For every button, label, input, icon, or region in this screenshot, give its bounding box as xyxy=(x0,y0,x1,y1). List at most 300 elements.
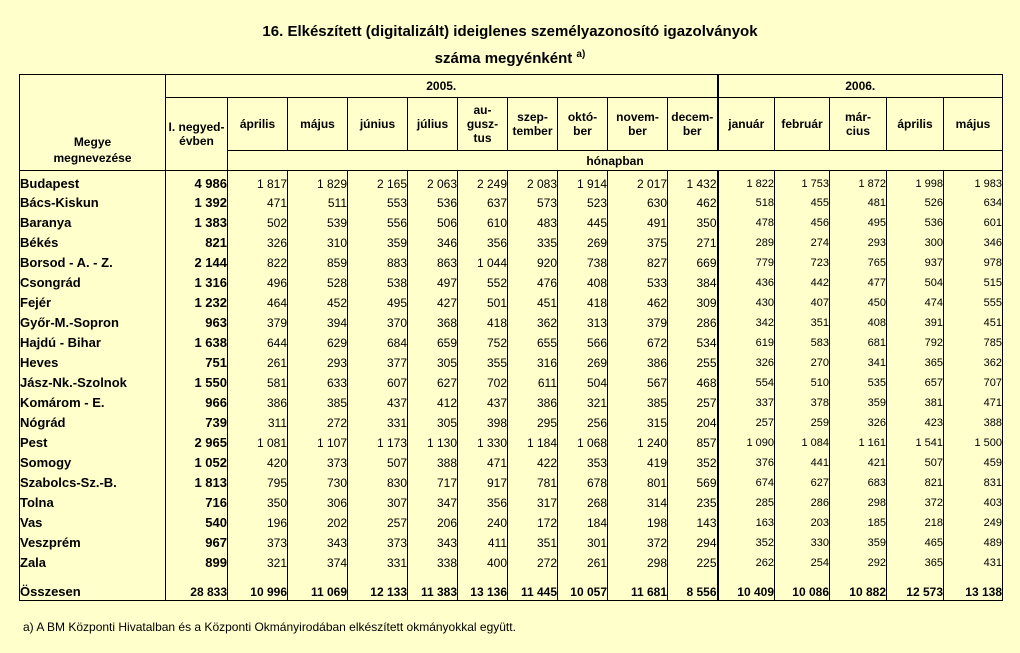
month-value-cell: 10 086 xyxy=(775,573,830,601)
month-value-cell: 583 xyxy=(775,333,830,353)
month-value-cell: 431 xyxy=(944,553,1003,573)
month-value-cell: 306 xyxy=(288,493,348,513)
month-value-cell: 937 xyxy=(887,253,944,273)
month-value-cell: 779 xyxy=(718,253,775,273)
month-value-cell: 196 xyxy=(228,513,288,533)
month-value-cell: 309 xyxy=(668,293,718,313)
month-value-cell: 669 xyxy=(668,253,718,273)
month-value-cell: 1 330 xyxy=(458,433,508,453)
month-value-cell: 920 xyxy=(508,253,558,273)
month-value-cell: 338 xyxy=(408,553,458,573)
q1-value-cell: 4 986 xyxy=(166,171,228,193)
month-value-cell: 619 xyxy=(718,333,775,353)
total-row xyxy=(20,573,1003,601)
q1-value-cell: 751 xyxy=(166,353,228,373)
month-value-cell: 637 xyxy=(458,193,508,213)
q1-value-cell: 1 638 xyxy=(166,333,228,353)
month-value-cell: 717 xyxy=(408,473,458,493)
month-value-cell: 581 xyxy=(228,373,288,393)
month-value-cell: 355 xyxy=(458,353,508,373)
month-value-cell: 555 xyxy=(944,293,1003,313)
month-value-cell: 452 xyxy=(288,293,348,313)
month-value-cell: 427 xyxy=(408,293,458,313)
month-value-cell: 471 xyxy=(228,193,288,213)
month-value-cell: 408 xyxy=(830,313,887,333)
month-value-cell: 257 xyxy=(348,513,408,533)
month-header-2006: május xyxy=(944,98,1003,151)
month-value-cell: 1 240 xyxy=(608,433,668,453)
month-value-cell: 418 xyxy=(558,293,608,313)
month-value-cell: 474 xyxy=(887,293,944,313)
month-value-cell: 381 xyxy=(887,393,944,413)
month-value-cell: 523 xyxy=(558,193,608,213)
month-value-cell: 491 xyxy=(608,213,668,233)
data-table xyxy=(19,74,1003,601)
month-value-cell: 978 xyxy=(944,253,1003,273)
month-value-cell: 1 107 xyxy=(288,433,348,453)
month-value-cell: 257 xyxy=(668,393,718,413)
month-value-cell: 249 xyxy=(944,513,1003,533)
month-value-cell: 321 xyxy=(228,553,288,573)
month-value-cell: 12 133 xyxy=(348,573,408,601)
month-value-cell: 601 xyxy=(944,213,1003,233)
month-value-cell: 359 xyxy=(830,533,887,553)
month-header-2006: április xyxy=(887,98,944,151)
month-value-cell: 681 xyxy=(830,333,887,353)
month-value-cell: 1 541 xyxy=(887,433,944,453)
unit-header: hónapban xyxy=(228,151,1003,171)
month-value-cell: 391 xyxy=(887,313,944,333)
q1-value-cell: 1 232 xyxy=(166,293,228,313)
month-value-cell: 326 xyxy=(830,413,887,433)
q1-value-cell: 739 xyxy=(166,413,228,433)
month-value-cell: 2 017 xyxy=(608,171,668,193)
month-value-cell: 566 xyxy=(558,333,608,353)
month-value-cell: 143 xyxy=(668,513,718,533)
table-row xyxy=(20,393,1003,413)
month-value-cell: 11 681 xyxy=(608,573,668,601)
month-value-cell: 412 xyxy=(408,393,458,413)
table-row xyxy=(20,413,1003,433)
month-value-cell: 464 xyxy=(228,293,288,313)
month-value-cell: 765 xyxy=(830,253,887,273)
month-value-cell: 2 249 xyxy=(458,171,508,193)
month-value-cell: 495 xyxy=(348,293,408,313)
month-value-cell: 294 xyxy=(668,533,718,553)
county-name: Fejér xyxy=(20,293,166,313)
county-name: Baranya xyxy=(20,213,166,233)
title-footnote-marker: a) xyxy=(576,49,586,60)
month-value-cell: 13 138 xyxy=(944,573,1003,601)
month-value-cell: 1 983 xyxy=(944,171,1003,193)
month-value-cell: 857 xyxy=(668,433,718,453)
month-value-cell: 418 xyxy=(458,313,508,333)
table-row xyxy=(20,333,1003,353)
county-name: Borsod - A. - Z. xyxy=(20,253,166,273)
month-value-cell: 10 882 xyxy=(830,573,887,601)
month-value-cell: 511 xyxy=(288,193,348,213)
month-value-cell: 822 xyxy=(228,253,288,273)
month-value-cell: 310 xyxy=(288,233,348,253)
month-value-cell: 408 xyxy=(558,273,608,293)
month-value-cell: 507 xyxy=(887,453,944,473)
county-name: Pest xyxy=(20,433,166,453)
month-value-cell: 504 xyxy=(887,273,944,293)
month-value-cell: 386 xyxy=(228,393,288,413)
month-value-cell: 305 xyxy=(408,413,458,433)
month-value-cell: 573 xyxy=(508,193,558,213)
title-line-2: száma megyénként $^{a)}$ xyxy=(434,49,586,67)
table-row xyxy=(20,373,1003,393)
month-value-cell: 400 xyxy=(458,553,508,573)
month-value-cell: 489 xyxy=(944,533,1003,553)
month-value-cell: 272 xyxy=(508,553,558,573)
month-value-cell: 1 090 xyxy=(718,433,775,453)
month-value-cell: 442 xyxy=(775,273,830,293)
month-value-cell: 630 xyxy=(608,193,668,213)
month-value-cell: 298 xyxy=(830,493,887,513)
month-value-cell: 863 xyxy=(408,253,458,273)
month-value-cell: 518 xyxy=(718,193,775,213)
month-value-cell: 316 xyxy=(508,353,558,373)
month-value-cell: 285 xyxy=(718,493,775,513)
month-value-cell: 419 xyxy=(608,453,668,473)
month-value-cell: 374 xyxy=(288,553,348,573)
month-value-cell: 307 xyxy=(348,493,408,513)
q1-value-cell: 899 xyxy=(166,553,228,573)
month-value-cell: 465 xyxy=(887,533,944,553)
month-value-cell: 471 xyxy=(458,453,508,473)
month-value-cell: 536 xyxy=(887,213,944,233)
month-value-cell: 379 xyxy=(608,313,668,333)
month-value-cell: 317 xyxy=(508,493,558,513)
month-value-cell: 481 xyxy=(830,193,887,213)
table-row xyxy=(20,433,1003,453)
month-value-cell: 674 xyxy=(718,473,775,493)
month-value-cell: 311 xyxy=(228,413,288,433)
month-header-2005: decem- ber xyxy=(668,98,718,151)
table-row xyxy=(20,353,1003,373)
month-header-2005: április xyxy=(228,98,288,151)
month-value-cell: 254 xyxy=(775,553,830,573)
month-value-cell: 218 xyxy=(887,513,944,533)
table-row xyxy=(20,453,1003,473)
month-value-cell: 184 xyxy=(558,513,608,533)
q1-value-cell: 540 xyxy=(166,513,228,533)
county-name: Somogy xyxy=(20,453,166,473)
month-value-cell: 830 xyxy=(348,473,408,493)
q1-value-cell: 28 833 xyxy=(166,573,228,601)
month-header-2005: au- gusz- tus xyxy=(458,98,508,151)
month-value-cell: 386 xyxy=(608,353,668,373)
month-value-cell: 441 xyxy=(775,453,830,473)
month-value-cell: 501 xyxy=(458,293,508,313)
month-value-cell: 1 872 xyxy=(830,171,887,193)
month-value-cell: 462 xyxy=(668,193,718,213)
month-value-cell: 423 xyxy=(887,413,944,433)
month-value-cell: 629 xyxy=(288,333,348,353)
month-value-cell: 351 xyxy=(775,313,830,333)
table-row xyxy=(20,473,1003,493)
month-value-cell: 567 xyxy=(608,373,668,393)
month-value-cell: 497 xyxy=(408,273,458,293)
month-value-cell: 377 xyxy=(348,353,408,373)
month-value-cell: 411 xyxy=(458,533,508,553)
month-value-cell: 515 xyxy=(944,273,1003,293)
month-value-cell: 274 xyxy=(775,233,830,253)
month-value-cell: 627 xyxy=(408,373,458,393)
month-value-cell: 554 xyxy=(718,373,775,393)
county-name: Bács-Kiskun xyxy=(20,193,166,213)
month-header-2006: már- cius xyxy=(830,98,887,151)
county-name: Jász-Nk.-Szolnok xyxy=(20,373,166,393)
table-row xyxy=(20,171,1003,193)
county-column-header: Megye megnevezése xyxy=(20,75,166,171)
county-name: Budapest xyxy=(20,171,166,193)
month-value-cell: 478 xyxy=(718,213,775,233)
table-row xyxy=(20,533,1003,553)
month-value-cell: 610 xyxy=(458,213,508,233)
q1-value-cell: 966 xyxy=(166,393,228,413)
month-value-cell: 394 xyxy=(288,313,348,333)
month-value-cell: 326 xyxy=(718,353,775,373)
table-row xyxy=(20,193,1003,213)
month-value-cell: 271 xyxy=(668,233,718,253)
month-value-cell: 552 xyxy=(458,273,508,293)
month-value-cell: 356 xyxy=(458,233,508,253)
month-value-cell: 430 xyxy=(718,293,775,313)
month-value-cell: 12 573 xyxy=(887,573,944,601)
month-value-cell: 337 xyxy=(718,393,775,413)
month-value-cell: 468 xyxy=(668,373,718,393)
month-value-cell: 1 084 xyxy=(775,433,830,453)
month-value-cell: 375 xyxy=(608,233,668,253)
table-row xyxy=(20,513,1003,533)
month-value-cell: 225 xyxy=(668,553,718,573)
table-row xyxy=(20,233,1003,253)
year-2005-header: 2005. xyxy=(166,75,718,98)
month-value-cell: 627 xyxy=(775,473,830,493)
month-value-cell: 372 xyxy=(887,493,944,513)
month-value-cell: 1 822 xyxy=(718,171,775,193)
month-value-cell: 569 xyxy=(668,473,718,493)
month-value-cell: 495 xyxy=(830,213,887,233)
month-value-cell: 269 xyxy=(558,233,608,253)
month-value-cell: 504 xyxy=(558,373,608,393)
month-value-cell: 455 xyxy=(775,193,830,213)
month-value-cell: 163 xyxy=(718,513,775,533)
county-name: Csongrád xyxy=(20,273,166,293)
q1-value-cell: 967 xyxy=(166,533,228,553)
month-value-cell: 305 xyxy=(408,353,458,373)
month-value-cell: 295 xyxy=(508,413,558,433)
month-header-2005: július xyxy=(408,98,458,151)
county-name: Vas xyxy=(20,513,166,533)
month-value-cell: 268 xyxy=(558,493,608,513)
month-value-cell: 451 xyxy=(944,313,1003,333)
month-value-cell: 385 xyxy=(608,393,668,413)
month-value-cell: 1 081 xyxy=(228,433,288,453)
month-value-cell: 10 409 xyxy=(718,573,775,601)
footnote: a) A BM Központi Hivatalban és a Központi Okmányirodában elkészített okmányokkal együtt. xyxy=(23,620,516,634)
month-value-cell: 459 xyxy=(944,453,1003,473)
month-value-cell: 256 xyxy=(558,413,608,433)
month-value-cell: 2 083 xyxy=(508,171,558,193)
month-value-cell: 785 xyxy=(944,333,1003,353)
month-value-cell: 172 xyxy=(508,513,558,533)
month-header-2006: február xyxy=(775,98,830,151)
month-value-cell: 293 xyxy=(288,353,348,373)
month-value-cell: 831 xyxy=(944,473,1003,493)
month-value-cell: 362 xyxy=(944,353,1003,373)
month-value-cell: 730 xyxy=(288,473,348,493)
month-value-cell: 1 998 xyxy=(887,171,944,193)
month-value-cell: 326 xyxy=(228,233,288,253)
month-value-cell: 471 xyxy=(944,393,1003,413)
month-value-cell: 378 xyxy=(775,393,830,413)
month-value-cell: 445 xyxy=(558,213,608,233)
month-value-cell: 385 xyxy=(288,393,348,413)
q1-value-cell: 1 550 xyxy=(166,373,228,393)
month-value-cell: 528 xyxy=(288,273,348,293)
month-value-cell: 683 xyxy=(830,473,887,493)
month-value-cell: 436 xyxy=(718,273,775,293)
month-value-cell: 1 044 xyxy=(458,253,508,273)
month-value-cell: 634 xyxy=(944,193,1003,213)
month-value-cell: 11 069 xyxy=(288,573,348,601)
month-value-cell: 8 556 xyxy=(668,573,718,601)
month-value-cell: 269 xyxy=(558,353,608,373)
month-value-cell: 313 xyxy=(558,313,608,333)
q1-value-cell: 1 813 xyxy=(166,473,228,493)
month-value-cell: 422 xyxy=(508,453,558,473)
county-name: Komárom - E. xyxy=(20,393,166,413)
month-value-cell: 1 829 xyxy=(288,171,348,193)
month-value-cell: 300 xyxy=(887,233,944,253)
month-value-cell: 420 xyxy=(228,453,288,473)
month-value-cell: 286 xyxy=(668,313,718,333)
month-value-cell: 526 xyxy=(887,193,944,213)
month-value-cell: 421 xyxy=(830,453,887,473)
month-value-cell: 1 184 xyxy=(508,433,558,453)
month-value-cell: 659 xyxy=(408,333,458,353)
q1-column-header: I. negyed- évben xyxy=(166,98,228,171)
month-value-cell: 538 xyxy=(348,273,408,293)
month-value-cell: 343 xyxy=(288,533,348,553)
month-value-cell: 476 xyxy=(508,273,558,293)
month-value-cell: 536 xyxy=(408,193,458,213)
month-value-cell: 359 xyxy=(830,393,887,413)
month-value-cell: 752 xyxy=(458,333,508,353)
month-value-cell: 1 173 xyxy=(348,433,408,453)
month-value-cell: 883 xyxy=(348,253,408,273)
month-value-cell: 483 xyxy=(508,213,558,233)
month-value-cell: 672 xyxy=(608,333,668,353)
month-value-cell: 321 xyxy=(558,393,608,413)
month-value-cell: 204 xyxy=(668,413,718,433)
month-value-cell: 331 xyxy=(348,553,408,573)
month-value-cell: 801 xyxy=(608,473,668,493)
month-value-cell: 261 xyxy=(558,553,608,573)
month-value-cell: 10 996 xyxy=(228,573,288,601)
month-value-cell: 539 xyxy=(288,213,348,233)
month-value-cell: 206 xyxy=(408,513,458,533)
table-row xyxy=(20,313,1003,333)
month-value-cell: 362 xyxy=(508,313,558,333)
month-value-cell: 13 136 xyxy=(458,573,508,601)
table-row xyxy=(20,273,1003,293)
month-value-cell: 255 xyxy=(668,353,718,373)
county-name: Tolna xyxy=(20,493,166,513)
month-value-cell: 347 xyxy=(408,493,458,513)
month-value-cell: 403 xyxy=(944,493,1003,513)
month-value-cell: 781 xyxy=(508,473,558,493)
month-value-cell: 1 914 xyxy=(558,171,608,193)
month-value-cell: 407 xyxy=(775,293,830,313)
table-row xyxy=(20,253,1003,273)
county-name: Szabolcs-Sz.-B. xyxy=(20,473,166,493)
month-value-cell: 235 xyxy=(668,493,718,513)
month-value-cell: 2 063 xyxy=(408,171,458,193)
month-value-cell: 384 xyxy=(668,273,718,293)
county-name: Zala xyxy=(20,553,166,573)
month-header-2006: január xyxy=(718,98,775,151)
month-value-cell: 368 xyxy=(408,313,458,333)
month-value-cell: 655 xyxy=(508,333,558,353)
month-header-2005: novem- ber xyxy=(608,98,668,151)
month-value-cell: 437 xyxy=(348,393,408,413)
month-value-cell: 795 xyxy=(228,473,288,493)
month-value-cell: 346 xyxy=(944,233,1003,253)
month-value-cell: 353 xyxy=(558,453,608,473)
month-value-cell: 10 057 xyxy=(558,573,608,601)
month-value-cell: 437 xyxy=(458,393,508,413)
q1-value-cell: 963 xyxy=(166,313,228,333)
month-value-cell: 352 xyxy=(718,533,775,553)
month-value-cell: 917 xyxy=(458,473,508,493)
month-value-cell: 11 383 xyxy=(408,573,458,601)
month-value-cell: 556 xyxy=(348,213,408,233)
month-value-cell: 534 xyxy=(668,333,718,353)
month-value-cell: 315 xyxy=(608,413,668,433)
month-value-cell: 198 xyxy=(608,513,668,533)
month-value-cell: 272 xyxy=(288,413,348,433)
month-value-cell: 379 xyxy=(228,313,288,333)
q1-value-cell: 2 144 xyxy=(166,253,228,273)
month-value-cell: 821 xyxy=(887,473,944,493)
month-value-cell: 262 xyxy=(718,553,775,573)
county-name: Győr-M.-Sopron xyxy=(20,313,166,333)
month-value-cell: 533 xyxy=(608,273,668,293)
month-value-cell: 342 xyxy=(718,313,775,333)
month-value-cell: 827 xyxy=(608,253,668,273)
table-row xyxy=(20,293,1003,313)
month-value-cell: 1 500 xyxy=(944,433,1003,453)
county-name: Nógrád xyxy=(20,413,166,433)
table-row xyxy=(20,213,1003,233)
month-value-cell: 365 xyxy=(887,353,944,373)
month-value-cell: 259 xyxy=(775,413,830,433)
county-name: Hajdú - Bihar xyxy=(20,333,166,353)
month-value-cell: 644 xyxy=(228,333,288,353)
month-value-cell: 1 432 xyxy=(668,171,718,193)
month-value-cell: 388 xyxy=(944,413,1003,433)
month-value-cell: 356 xyxy=(458,493,508,513)
month-value-cell: 1 068 xyxy=(558,433,608,453)
month-value-cell: 346 xyxy=(408,233,458,253)
month-value-cell: 343 xyxy=(408,533,458,553)
month-value-cell: 257 xyxy=(718,413,775,433)
